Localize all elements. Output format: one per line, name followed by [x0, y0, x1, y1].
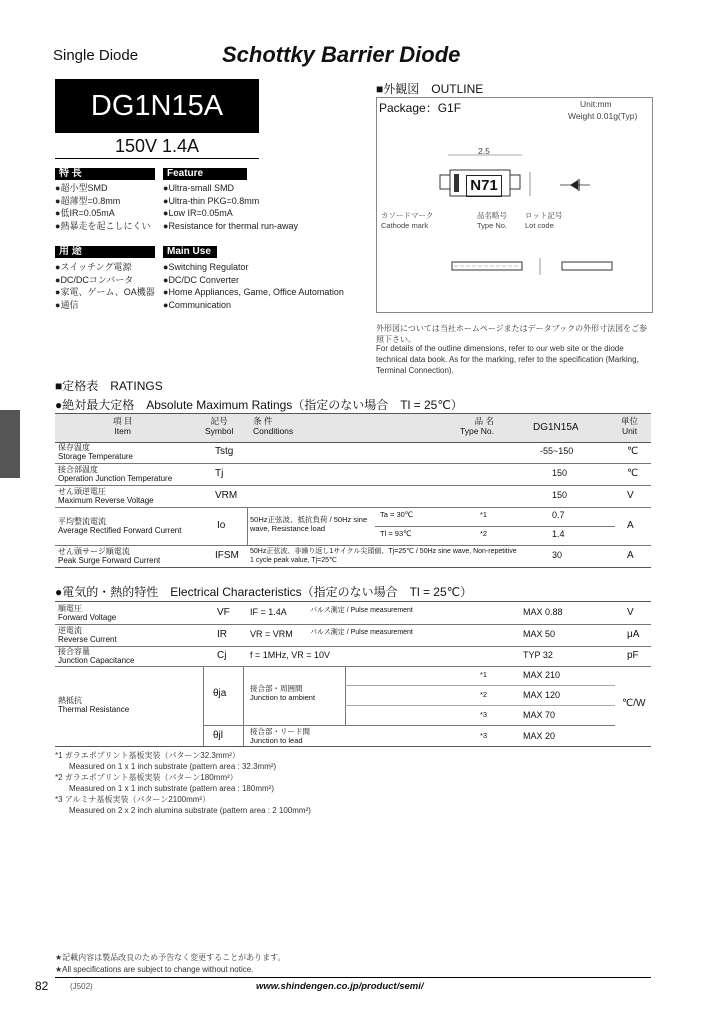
param-name: 順電圧 Forward Voltage	[58, 604, 117, 622]
page-number: 82	[35, 979, 49, 993]
param-name: 保存温度 Storage Temperature	[58, 443, 134, 461]
part-number-box: DG1N15A	[55, 79, 259, 133]
param-name: せん頭サージ順電流 Peak Surge Forward Current	[58, 547, 161, 565]
param-unit: A	[627, 550, 634, 561]
param-symbol: Io	[217, 520, 226, 531]
feature-jp-item: ●低IR=0.05mA	[55, 208, 115, 218]
param-unit: A	[627, 520, 634, 531]
feature-jp-item: ●超薄型=0.8mm	[55, 195, 121, 206]
features-jp-header: 特 長	[55, 168, 155, 180]
doc-code: (J502)	[70, 982, 93, 991]
param-unit: pF	[627, 650, 639, 661]
type-no-label: 品名略号 Type No.	[477, 211, 508, 230]
side-tab-marker	[0, 410, 20, 478]
use-jp-item: ●通信	[55, 299, 79, 310]
footnote-mark: *1	[480, 670, 488, 679]
mark-a: *1	[480, 510, 488, 519]
unit-label: Unit:mm	[580, 99, 612, 109]
features-jp-list	[55, 182, 150, 232]
cathode-mark-bar	[454, 174, 459, 192]
footnote-en: Measured on 2 x 2 inch alumina substrate (pattern area : 2 100mm²)	[69, 806, 311, 815]
footnote-mark: *3	[480, 731, 488, 740]
table-row	[55, 646, 651, 667]
col-part: DG1N15A	[533, 422, 579, 433]
use-jp-item: ●家電、ゲーム、OA機器	[55, 287, 155, 297]
param-unit: ℃	[627, 446, 639, 457]
param-name: 熱抵抗 Thermal Resistance	[58, 696, 130, 714]
table-row	[55, 602, 651, 625]
param-symbol: IR	[217, 629, 227, 640]
electrical-heading: ●電気的・熱的特性 Electrical Characteristics（指定のない場合 Tl = 25℃）	[55, 585, 473, 599]
param-unit: μA	[627, 629, 640, 640]
ratings-heading: ■定格表 RATINGS	[55, 379, 163, 393]
param-name: 接合容量 Junction Capacitance	[58, 647, 135, 665]
theta-jl-condition: 接合部・リード間 Junction to lead	[250, 727, 310, 745]
weight-label: Weight 0.01g(Typ)	[568, 111, 638, 121]
param-condition: f = 1MHz, VR = 10V	[250, 650, 331, 660]
param-unit: V	[627, 607, 634, 618]
document-title: Schottky Barrier Diode	[222, 42, 461, 67]
param-symbol: Tstg	[215, 446, 234, 457]
cond-b: Tl = 93℃	[380, 529, 412, 538]
param-name: 接合部温度 Operation Junction Temperature	[58, 465, 173, 483]
uses-jp-list	[55, 261, 155, 311]
param-symbol: Tj	[215, 468, 224, 479]
outline-dim-top: 2.5	[478, 146, 490, 156]
feature-en-item: ●Resistance for thermal run-away	[163, 220, 298, 231]
param-value: 150	[552, 490, 568, 500]
param-condition: VR = VRM	[250, 629, 293, 639]
rating-label: 150V 1.4A	[55, 136, 259, 159]
param-unit: ℃/W	[622, 698, 646, 709]
param-name: 逆電流 Reverse Current	[58, 626, 117, 644]
col-symbol: 記号 Symbol	[205, 416, 234, 436]
param-name: せん頭逆電圧 Maximum Reverse Voltage	[58, 487, 154, 505]
table-row	[55, 545, 651, 568]
use-en-item: ●Switching Regulator	[163, 262, 249, 272]
footnote-en: Measured on 1 x 1 inch substrate (pattern area : 32.3mm²)	[69, 762, 277, 771]
use-jp-item: ●DC/DCコンバータ	[55, 274, 134, 285]
param-value-a: 0.7	[552, 510, 565, 520]
disclaimer-en: ★All specifications are subject to change without notice.	[55, 965, 254, 974]
param-value: MAX 120	[523, 690, 561, 700]
param-symbol: Cj	[217, 650, 227, 661]
theta-ja-symbol: θja	[213, 688, 227, 699]
param-unit: V	[627, 490, 634, 501]
use-en-item: ●DC/DC Converter	[163, 274, 239, 285]
use-jp-item: ●スイッチング電源	[55, 262, 132, 272]
mark-b: *2	[480, 529, 488, 538]
feature-en-item: ●Low IR=0.05mA	[163, 208, 233, 218]
param-value: MAX 70	[523, 710, 556, 720]
package-label: Package：G1F	[379, 101, 462, 115]
cathode-mark-label: カソードマーク Cathode mark	[381, 211, 434, 230]
ratings-header-row	[55, 413, 651, 443]
website-link[interactable]: www.shindengen.co.jp/product/semi/	[256, 981, 424, 992]
table-row	[55, 507, 651, 546]
abs-max-heading: ●絶対最大定格 Absolute Maximum Ratings（指定のない場合 Tl = 25℃）	[55, 398, 463, 412]
outline-note-en: For details of the outline dimensions, refer to our web site or the diode technical data book. As for the marking, refer to the specification (Marking, Terminal Connection).	[376, 344, 639, 375]
table-row	[55, 441, 651, 464]
features-en-list	[163, 182, 298, 232]
param-value: MAX 20	[523, 731, 556, 741]
param-condition-note: パルス測定 / Pulse measurement	[310, 607, 413, 614]
param-value: 1.4	[552, 529, 565, 539]
param-value: MAX 50	[523, 629, 556, 639]
param-value: 30	[552, 550, 563, 560]
footnote-jp: *1 ガラエポプリント基板実装（パターン32.3mm²）	[55, 751, 240, 760]
param-value: 150	[552, 468, 568, 478]
uses-en-list	[163, 261, 344, 311]
col-unit: 単位 Unit	[621, 416, 639, 436]
footnote-jp: *2 ガラエポプリント基板実装（パターン180mm²）	[55, 773, 238, 782]
footnote-mark: *2	[480, 690, 488, 699]
footnote-jp: *3 アルミナ基板実装（パターン2100mm²）	[55, 795, 211, 804]
footnote-en: Measured on 1 x 1 inch substrate (pattern area : 180mm²)	[69, 784, 274, 793]
param-value: -55~150	[540, 446, 574, 456]
footer-divider	[55, 977, 651, 978]
theta-jl-symbol: θjl	[213, 730, 224, 741]
feature-en-item: ●Ultra-small SMD	[163, 183, 234, 193]
feature-jp-item: ●超小型SMD	[55, 183, 108, 193]
param-unit: ℃	[627, 468, 639, 479]
param-name: 平均整流電流 Average Rectified Forward Current	[58, 517, 182, 535]
param-value: MAX 210	[523, 670, 561, 680]
use-en-item: ●Communication	[163, 299, 231, 310]
table-row	[55, 485, 651, 508]
col-conditions: 条 件 Conditions	[253, 416, 294, 436]
disclaimer-jp: ★記載内容は製品改良のため予告なく変更することがあります。	[55, 953, 286, 962]
col-item: 項 目 Item	[113, 416, 133, 436]
param-condition-note: パルス測定 / Pulse measurement	[310, 629, 413, 636]
uses-en-header: Main Use	[163, 246, 217, 258]
footnote-mark: *3	[480, 710, 488, 719]
electrical-body	[55, 601, 651, 745]
param-symbol: VF	[217, 607, 230, 618]
feature-en-item: ●Ultra-thin PKG=0.8mm	[163, 195, 260, 206]
param-value: TYP 32	[523, 650, 553, 660]
param-condition: IF = 1.4A	[250, 607, 287, 617]
param-value: MAX 0.88	[523, 607, 563, 617]
table-row	[55, 624, 651, 647]
param-condition: 50Hz正弦波、非繰り返し1サイクル尖頭値、Tj=25℃ / 50Hz sine wave, Non-repetitive 1 cycle peak value, Tj=25℃	[250, 548, 517, 564]
outline-heading: ■外観図 OUTLINE	[376, 82, 484, 96]
param-condition: 50Hz正弦波、抵抗負荷 / 50Hz sine wave, Resistance load	[250, 515, 368, 533]
cond-a: Ta = 30℃	[380, 510, 414, 519]
outline-note-jp: 外形図については当社ホームページまたはデータブックの外形寸法図をご参照下さい。	[376, 324, 648, 344]
uses-jp-header: 用 途	[55, 246, 155, 258]
thermal-resistance-row	[55, 666, 651, 747]
use-en-item: ●Home Appliances, Game, Office Automation	[163, 287, 344, 297]
lot-code-label: ロット記号 Lot code	[525, 211, 563, 230]
footnotes	[55, 750, 355, 816]
category-label: Single Diode	[53, 47, 139, 64]
theta-ja-condition: 接合部・周囲間 Junction to ambient	[250, 684, 316, 702]
table-row	[55, 463, 651, 486]
feature-jp-item: ●熱暴走を起こしにくい	[55, 220, 151, 231]
marking-code: N71	[466, 175, 502, 197]
param-symbol: IFSM	[215, 550, 239, 561]
col-type: 品 名 Type No.	[460, 416, 495, 436]
param-symbol: VRM	[215, 490, 238, 501]
features-en-header: Feature	[163, 168, 247, 180]
